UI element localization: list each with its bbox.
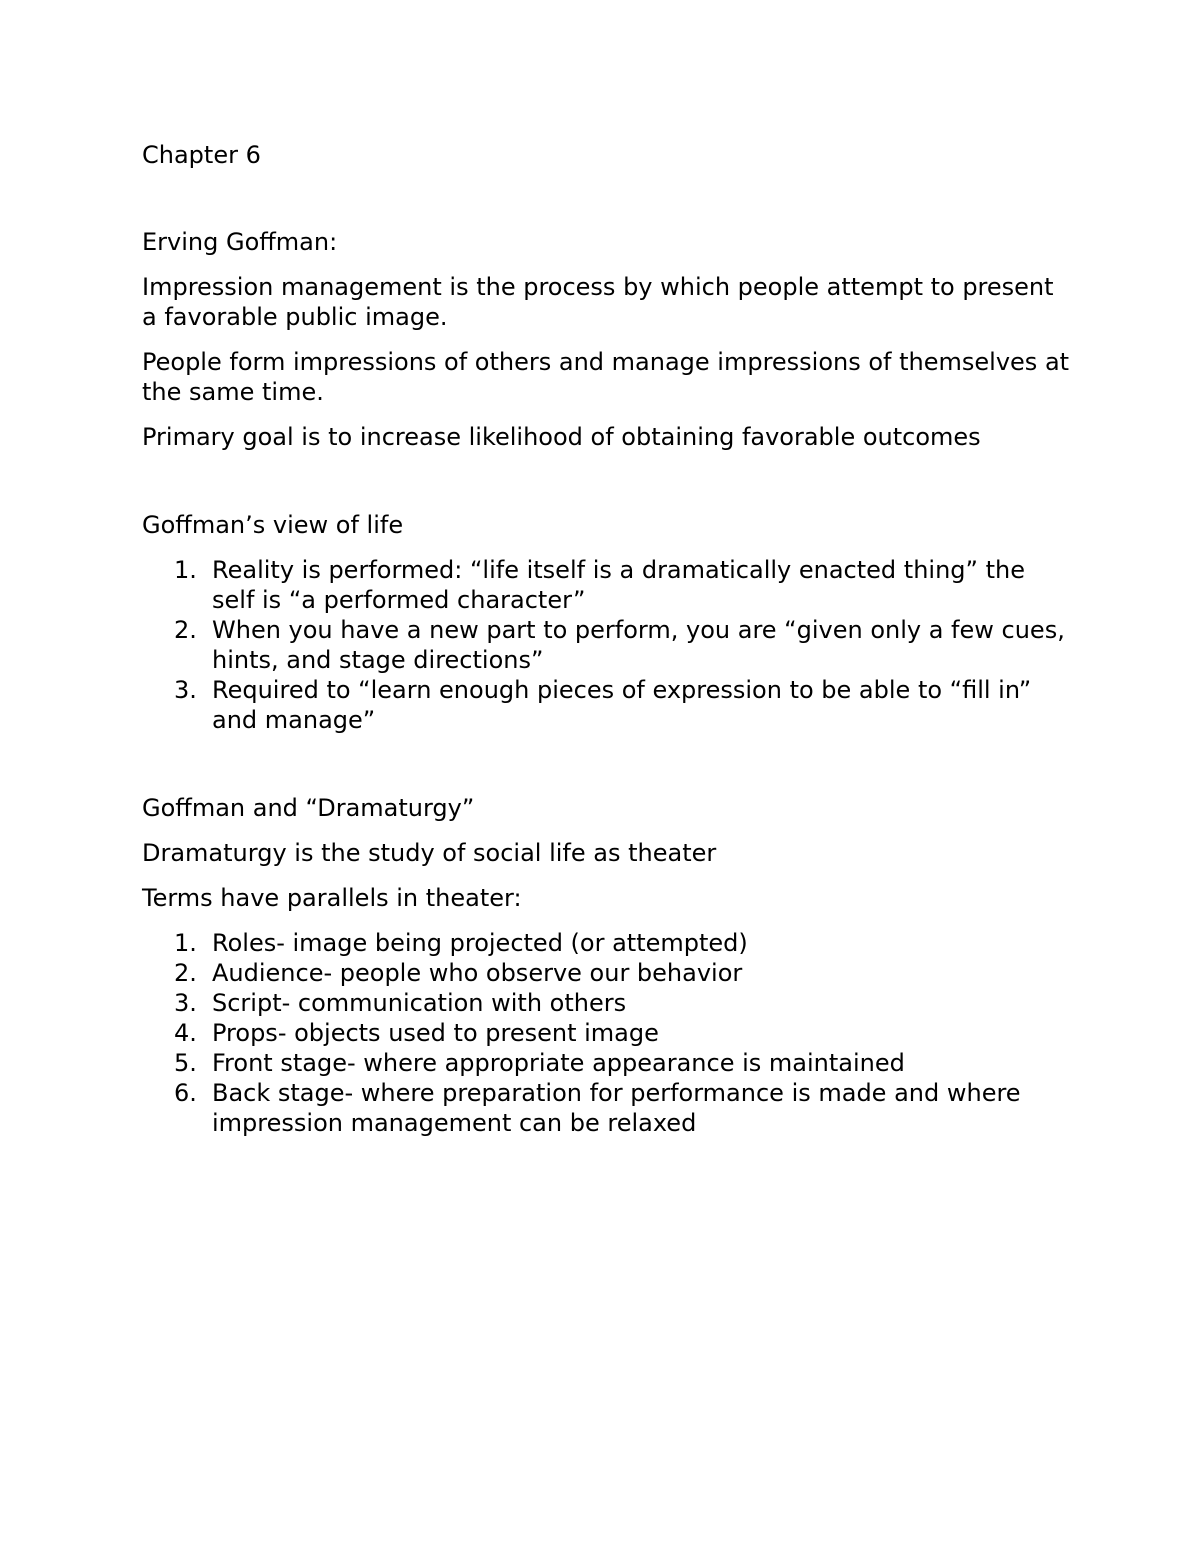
list-item-text: Script- communication with others	[212, 989, 627, 1017]
section-spacer	[142, 467, 1072, 510]
list-item-number: 1.	[174, 556, 197, 584]
paragraph-impression-management: Impression management is the process by which people attempt to present a favorable public image.	[142, 273, 1054, 331]
list-item-number: 5.	[174, 1049, 197, 1077]
list-item-text: Roles- image being projected (or attempted)	[212, 929, 748, 957]
list-item-number: 6.	[174, 1079, 197, 1107]
list-item	[142, 615, 1072, 675]
section-heading-view-of-life: Goffman’s view of life	[142, 511, 404, 539]
list-item-number: 3.	[174, 989, 197, 1017]
chapter-title: Chapter 6	[142, 141, 261, 169]
list-item	[142, 1048, 1072, 1078]
section-spacer	[142, 735, 1072, 793]
list-item-text: Front stage- where appropriate appearance is maintained	[212, 1049, 905, 1077]
list-item-text: Props- objects used to present image	[212, 1019, 659, 1047]
list-item	[142, 988, 1072, 1018]
list-item-number: 2.	[174, 616, 197, 644]
list-item-text: Required to “learn enough pieces of expression to be able to “fill in” and manage”	[212, 676, 1032, 734]
paragraph-terms-parallels: Terms have parallels in theater:	[142, 884, 522, 912]
list-item-number: 3.	[174, 676, 197, 704]
section-heading-dramaturgy: Goffman and “Dramaturgy”	[142, 794, 475, 822]
list-item	[142, 958, 1072, 988]
list-item-number: 2.	[174, 959, 197, 987]
list-item	[142, 1078, 1072, 1138]
list-item-number: 4.	[174, 1019, 197, 1047]
list-item	[142, 555, 1072, 615]
list-item-text: When you have a new part to perform, you are “given only a few cues, hints, and stage directions”	[212, 616, 1065, 674]
paragraph-form-impressions: People form impressions of others and manage impressions of themselves at the same time.	[142, 348, 1070, 406]
list-item	[142, 675, 1072, 735]
theater-terms-list	[142, 928, 1072, 1138]
section-heading-erving-goffman: Erving Goffman:	[142, 228, 338, 256]
list-item	[142, 1018, 1072, 1048]
document-body	[142, 140, 1072, 1138]
paragraph-dramaturgy-definition: Dramaturgy is the study of social life as theater	[142, 839, 717, 867]
view-of-life-list	[142, 555, 1072, 735]
list-item-number: 1.	[174, 929, 197, 957]
list-item-text: Audience- people who observe our behavior	[212, 959, 743, 987]
paragraph-primary-goal: Primary goal is to increase likelihood of obtaining favorable outcomes	[142, 423, 981, 451]
list-item-text: Back stage- where preparation for performance is made and where impression management can be relaxed	[212, 1079, 1021, 1137]
list-item-text: Reality is performed: “life itself is a dramatically enacted thing” the self is “a performed character”	[212, 556, 1025, 614]
list-item	[142, 928, 1072, 958]
